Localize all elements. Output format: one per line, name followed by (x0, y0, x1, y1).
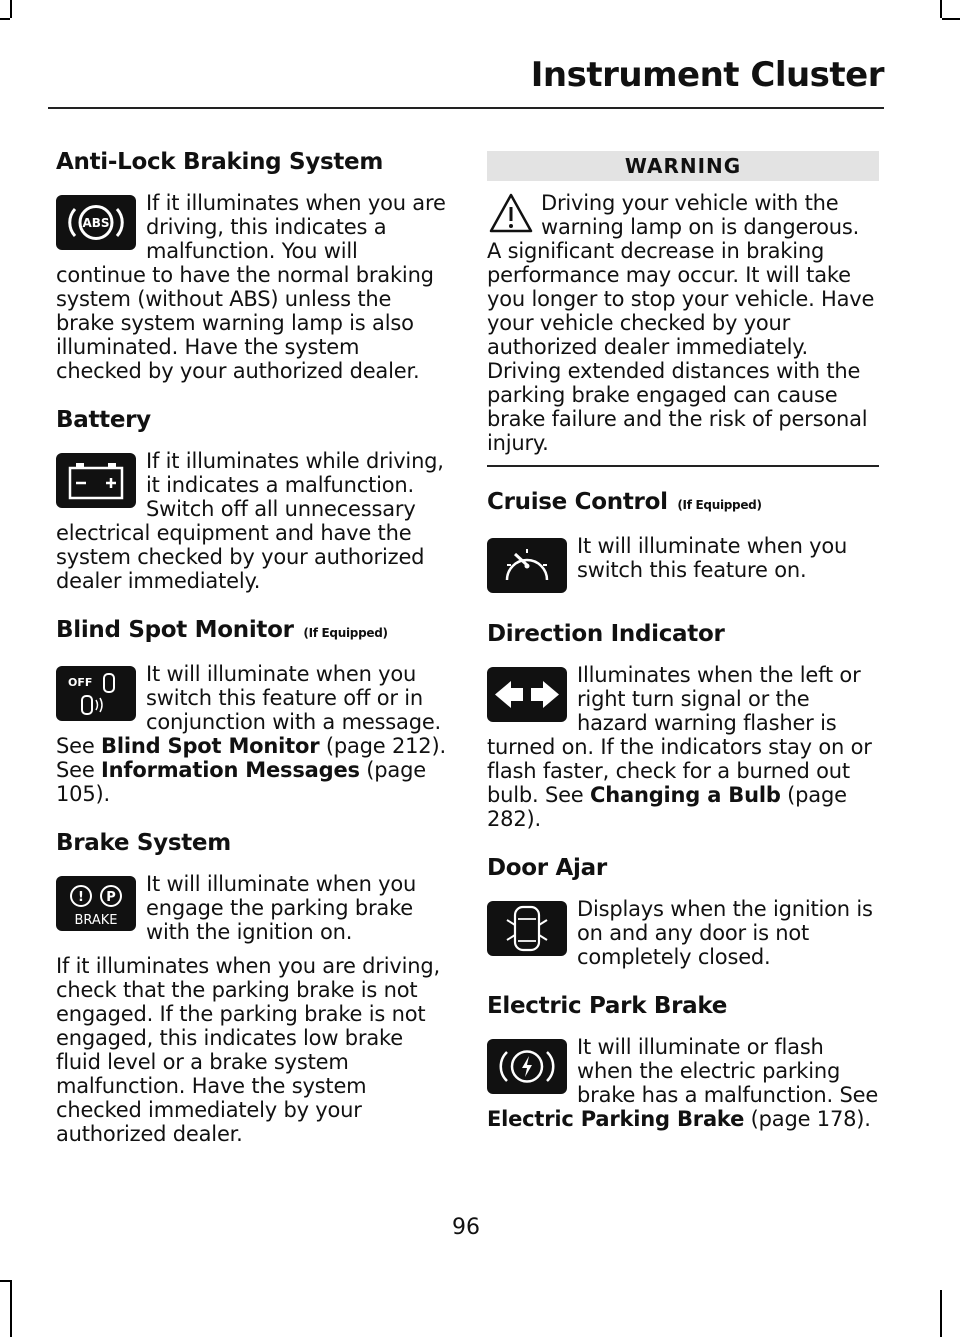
section-text: If it illuminates when you are driving, check that the parking brake is not engaged. If the parking brake is not engaged, this indicates low brake fluid level or a brake system malfunction. Have the system checked immediately by your authorized dealer. (56, 954, 440, 1146)
section-heading: Electric Park Brake (487, 993, 728, 1019)
section-battery (56, 403, 448, 593)
warning-box (487, 191, 879, 467)
section-heading: Cruise Control (If Equipped) (487, 489, 762, 515)
crop-mark (10, 1280, 12, 1337)
section-heading: Battery (56, 407, 151, 433)
section-brake-system (56, 826, 448, 1146)
cross-reference-link[interactable]: Changing a Bulb (590, 783, 781, 807)
cross-reference-link[interactable]: Information Messages (101, 758, 360, 782)
svg-text:P: P (106, 890, 116, 905)
crop-mark (0, 1280, 10, 1282)
abs-warning-icon (56, 195, 136, 250)
section-text: It will illuminate or flash when the electric parking brake has a malfunction. See Electric Parking Brake (page 178). (487, 1035, 879, 1131)
page-title: Instrument Cluster (530, 55, 884, 95)
crop-mark (940, 0, 942, 18)
crop-mark (942, 18, 960, 20)
warning-heading: WARNING (487, 151, 879, 181)
brake-warning-icon (56, 876, 136, 931)
cross-reference-link[interactable]: Electric Parking Brake (487, 1107, 745, 1131)
section-text: It will illuminate when you switch this feature off or in conjunction with a message. See Blind Spot Monitor (page 212). See Information Messages (page 105). (56, 662, 446, 806)
warning-text: Driving your vehicle with the warning lamp on is dangerous. A significant decrease in braking performance may occur. It will take you longer to stop your vehicle. Have your vehicle checked by your authorized dealer immediately. Driving extended distances with the parking brake engaged can cause brake failure and the risk of personal injury. (487, 191, 875, 455)
crop-mark (940, 1290, 942, 1337)
section-heading: Blind Spot Monitor (If Equipped) (56, 617, 388, 643)
crop-mark (10, 0, 12, 18)
section-blind-spot (56, 613, 448, 806)
section-cruise-control (487, 485, 879, 597)
section-text: If it illuminates when you are driving, this indicates a malfunction. You will continue to have the normal braking system (without ABS) unless the brake system warning lamp is also illuminated. Have the system checked by your authorized dealer. (56, 191, 446, 383)
section-text: It will illuminate when you switch this feature on. (577, 534, 848, 582)
cross-reference-link[interactable]: Blind Spot Monitor (101, 734, 320, 758)
electric-park-brake-icon (487, 1039, 567, 1094)
section-abs (56, 145, 448, 383)
door-ajar-icon (487, 901, 567, 956)
section-heading: Door Ajar (487, 855, 607, 881)
section-text: Displays when the ignition is on and any door is not completely closed. (577, 897, 873, 969)
svg-text:!: ! (78, 890, 84, 905)
section-direction-indicator (487, 617, 879, 831)
header-rule (48, 107, 884, 109)
page-number: 96 (452, 1215, 480, 1240)
section-electric-park-brake (487, 989, 879, 1131)
direction-indicator-icon (487, 667, 567, 722)
section-text: Illuminates when the left or right turn signal or the hazard warning flasher is turned on. If the indicators stay on or flash faster, check for a burned out bulb. See Changing a Bulb (page 282). (487, 663, 872, 831)
section-heading: Direction Indicator (487, 621, 725, 647)
cruise-control-icon (487, 538, 567, 593)
svg-text:BRAKE: BRAKE (74, 913, 118, 928)
warning-triangle-icon (487, 191, 535, 237)
section-door-ajar (487, 851, 879, 969)
section-text: If it illuminates while driving, it indicates a malfunction. Switch off all unnecessary electrical equipment and have the system checked by your authorized dealer immediately. (56, 449, 444, 593)
crop-mark (0, 18, 10, 20)
svg-text:OFF: OFF (68, 676, 93, 689)
section-text: It will illuminate when you engage the parking brake with the ignition on. (146, 872, 417, 944)
svg-text:ABS: ABS (82, 216, 110, 230)
right-column (487, 151, 879, 1151)
section-heading: Brake System (56, 830, 231, 856)
battery-icon (56, 453, 136, 508)
section-heading: Anti-Lock Braking System (56, 149, 384, 175)
left-column (56, 145, 448, 1166)
blind-spot-off-icon (56, 666, 136, 721)
